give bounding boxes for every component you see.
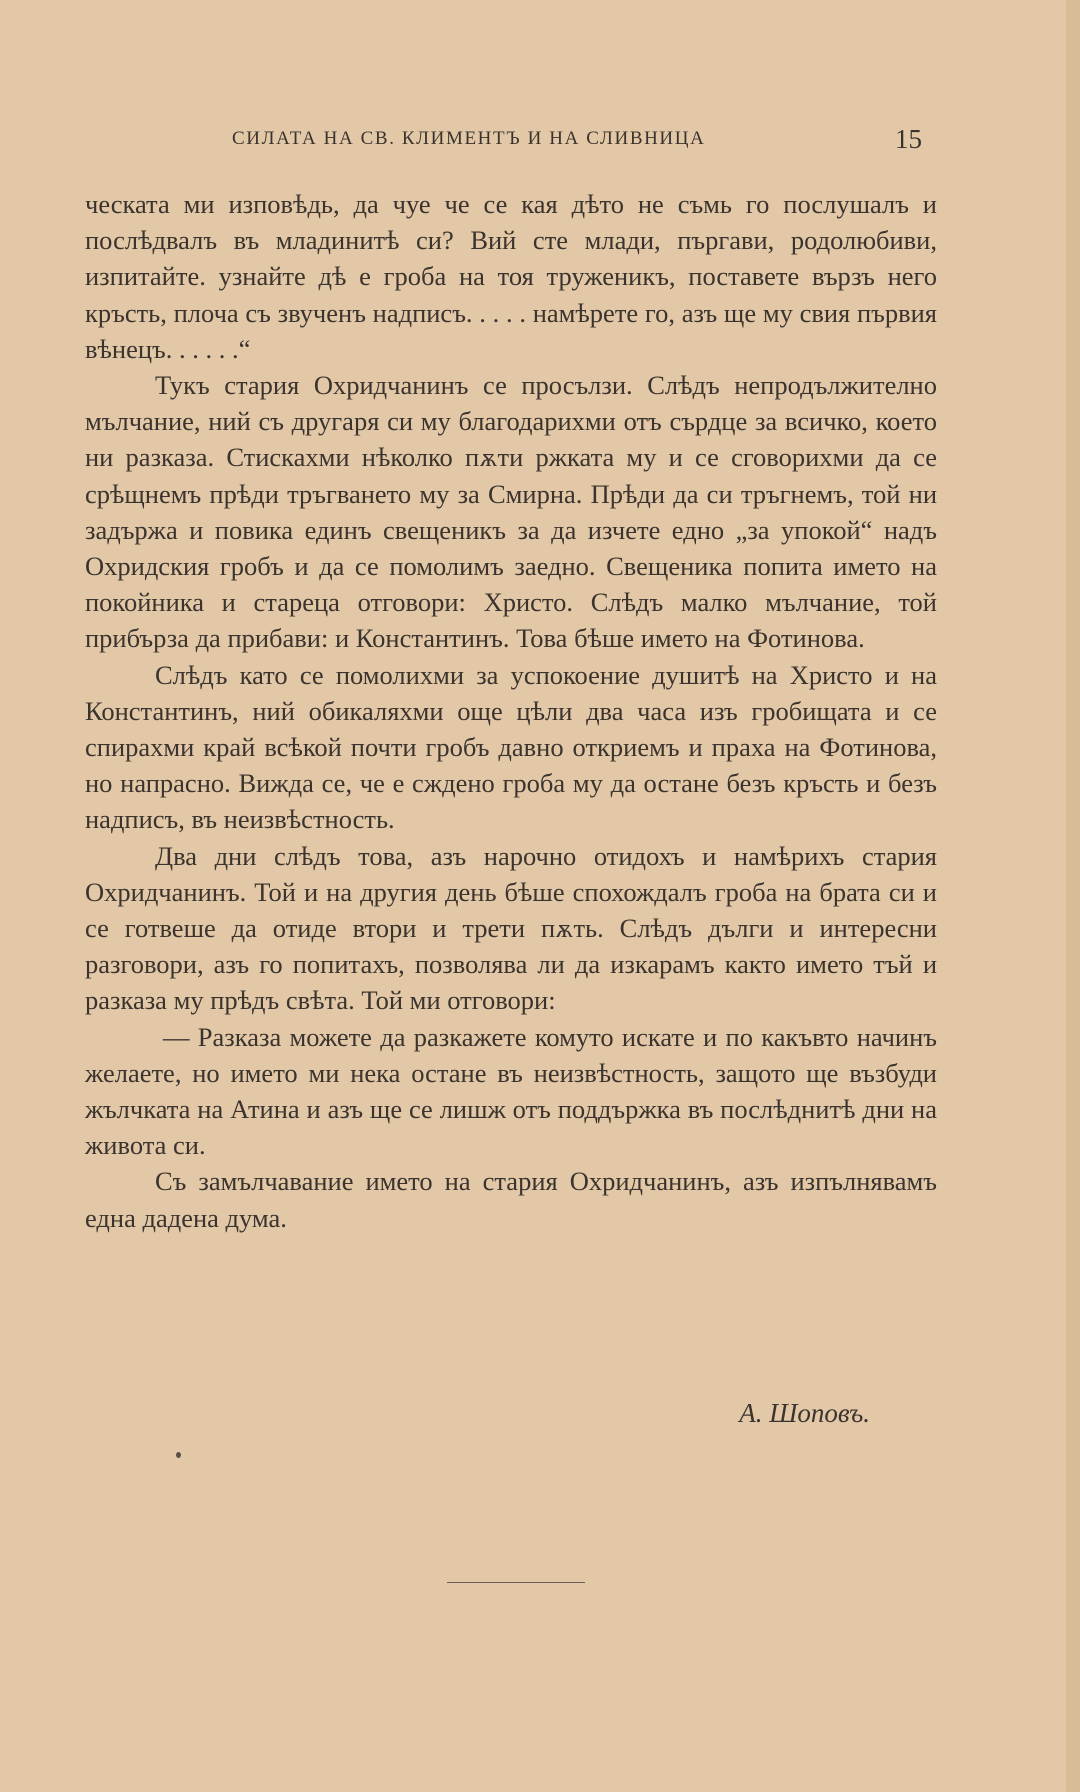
page-number: 15 [895,124,922,154]
author-signature: А. Шоповъ. [739,1398,870,1428]
dialogue-paragraph: — Разказа можете да разкажете комуто искате и по какъвто начинъ желаете, но името ми нека остане въ неизвѣстность, защото ще възбуди жълчката на Атина и азъ ще се лишж отъ поддържка въ послѣднитѣ дни на живота си. [85,1021,937,1161]
paragraph-continuation: ческата ми изповѣдь, да чуе че се кая дѣто не съмь го послушалъ и послѣдвалъ въ младинитѣ си? Вий сте млади, пъргави, родолюбиви, изпитайте. узнайте дѣ е гроба на тоя труженикъ, поставете вързъ него кръсть, плоча съ звученъ надписъ. . . . . намѣрете го, азъ ще му свия първия вѣнецъ. . . . . .“ [85,189,937,364]
paragraph: Съ замълчавание името на стария Охридчанинъ, азъ изпълнявамъ една дадена дума. [85,1166,937,1233]
paragraph: Слѣдъ като се помолихми за успокоение душитѣ на Христо и на Константинъ, ний обикаляхми още цѣли два часа изъ гробищата и се спирахми край всѣкой почти гробъ давно откриемъ и праха на Фотинова, но напрасно. Вижда се, че е сждено гроба му да остане безъ кръсть и безъ надписъ, въ неизвѣстность. [85,659,937,835]
running-head [232,124,922,158]
paragraph: Тукъ стария Охридчанинъ се просълзи. Слѣдъ непродължително мълчание, ний съ другаря си му благодарихми отъ сърдце за всичко, което ни разказа. Стискахми нѣколко пѫти ржката му и се сговорихми да се срѣщнемъ прѣди тръгването му за Смирна. Прѣди да си тръгнемъ, той ни задържа и повика единъ свещеникъ за да изчете едно „за упокой“ надъ Охридския гробъ и да се помолимъ заедно. Свещеника попита името на покойника и стареца отговори: Христо. Слѣдъ малко мълчание, той прибърза да прибави: и Константинъ. Това бѣше името на Фотинова. [85,370,937,654]
end-rule [447,1582,585,1583]
running-title: СИЛАТА НА СВ. КЛИМЕНТЪ И НА СЛИВНИЦА [232,128,706,149]
page-edge [1066,0,1080,1792]
ink-dot [176,1452,181,1458]
paragraph: Два дни слѣдъ това, азъ нарочно отидохъ и намѣрихъ стария Охридчанинъ. Той и на другия день бѣше спохождалъ гроба на брата си и се готвеше да отиде втори и трети пѫть. Слѣдъ дълги и интересни разговори, азъ го попитахъ, позволява ли да изкарамъ както името тъй и разказа му прѣдъ свѣта. Той ми отговори: [85,840,937,1016]
body-text [85,186,937,1236]
